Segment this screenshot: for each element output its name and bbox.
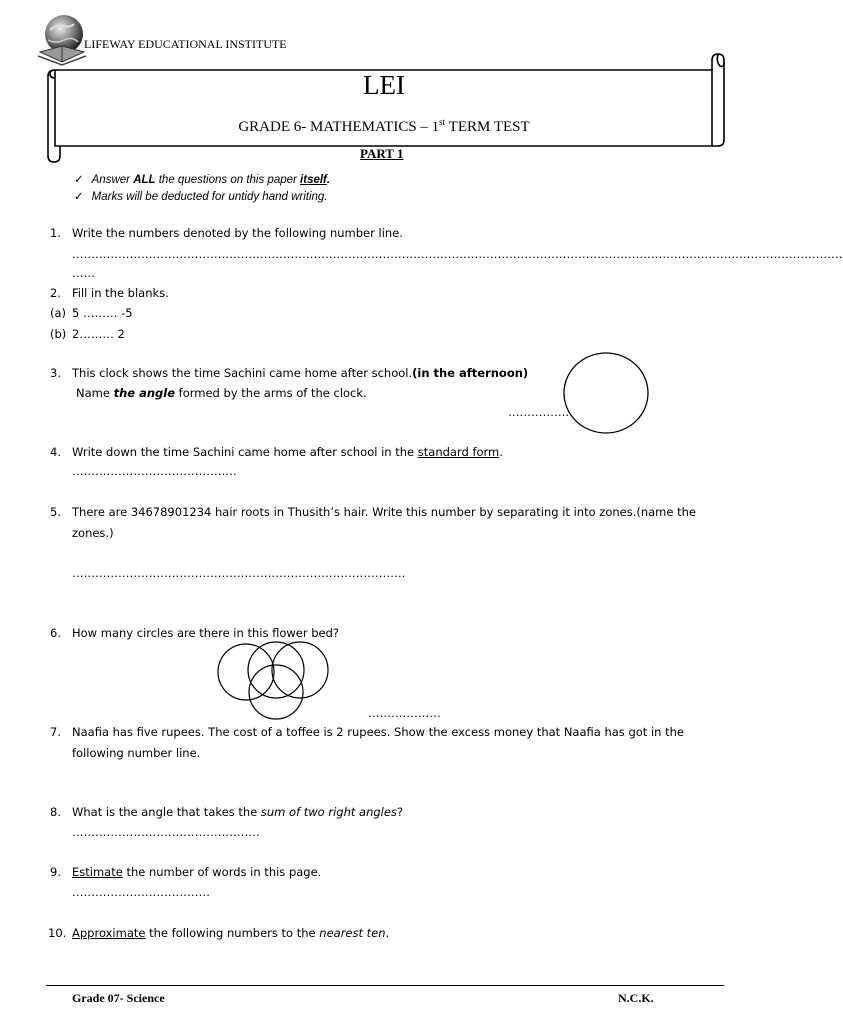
- instruction-1: [74, 172, 330, 186]
- q7-text-line1: Naafia has five rupees. The cost of a toffee is 2 rupees. Show the excess money that Naafia has got in the: [72, 725, 684, 739]
- q8-answer-dots[interactable]: ………………………………………….: [72, 825, 260, 839]
- q8-text-part: What is the angle that takes the: [72, 805, 261, 819]
- q1-answer-dots[interactable]: …………………………………………………………………………………………………………………………………………………………………………………: [72, 247, 843, 261]
- test-title: [0, 117, 768, 136]
- q7-number: 7.: [50, 725, 61, 739]
- instruction-emphasis: ALL: [133, 174, 156, 186]
- q4-text-part: Write down the time Sachini came home after school in the: [72, 445, 418, 459]
- check-icon: ✓: [74, 174, 84, 186]
- q3-text: formed by the arms of the clock.: [175, 386, 367, 400]
- test-title-sup: st: [439, 117, 446, 127]
- instruction-text: .: [326, 174, 331, 186]
- q8-text: [72, 804, 403, 820]
- q3-number: 3.: [50, 366, 61, 380]
- test-title-prefix: GRADE 6- MATHEMATICS – 1: [238, 119, 440, 135]
- q8-text-part: ?: [396, 805, 404, 819]
- q3-text: This clock shows the time Sachini came home after school.: [72, 366, 413, 380]
- q2b-text[interactable]: 2……… 2: [72, 327, 125, 341]
- q9-text-part: the number of words in this page.: [122, 865, 322, 879]
- q6-text: How many circles are there in this flower bed?: [72, 626, 340, 640]
- q4-text-part: .: [499, 445, 503, 459]
- q3-text-line2: [76, 385, 367, 401]
- flower-circle: [218, 644, 274, 700]
- q5-number: 5.: [50, 505, 61, 519]
- q8-number: 8.: [50, 805, 61, 819]
- q1-number: 1.: [50, 226, 61, 240]
- q7-text-line2: following number line.: [72, 746, 201, 760]
- q9-text: [72, 864, 321, 880]
- q2a-text[interactable]: 5 ……… -5: [72, 306, 133, 320]
- flower-circle: [272, 642, 328, 698]
- check-icon: ✓: [74, 191, 84, 203]
- flower-circle: [248, 642, 304, 698]
- q3-text-line1: [72, 365, 528, 381]
- q10-text-part: .: [385, 926, 390, 940]
- q4-emphasis: standard form: [417, 445, 500, 459]
- test-title-suffix: TERM TEST: [445, 119, 530, 135]
- part-heading: PART 1: [360, 146, 404, 161]
- footer-right: N.C.K.: [618, 991, 654, 1005]
- q2a-label: (a): [50, 306, 67, 320]
- q10-emphasis: nearest ten: [319, 926, 386, 940]
- q4-number: 4.: [50, 445, 61, 459]
- footer-rule: [46, 985, 724, 986]
- clock-circle: [560, 350, 652, 436]
- scroll-title: LEI: [363, 70, 405, 100]
- q6-answer-dots[interactable]: ……………….: [368, 706, 441, 720]
- q10-emphasis: Approximate: [72, 926, 146, 940]
- q2-number: 2.: [50, 286, 61, 300]
- q2b-label: (b): [50, 327, 67, 341]
- instruction-text: Marks will be deducted for untidy hand writing.: [91, 191, 328, 203]
- flower-bed-circles: [214, 640, 334, 722]
- q9-emphasis: Estimate: [72, 865, 123, 879]
- instruction-emphasis: itself: [300, 174, 327, 186]
- q4-answer-dots[interactable]: …………………………………….: [72, 464, 237, 478]
- q3-answer-dots[interactable]: …………….: [508, 405, 570, 419]
- q2-text: Fill in the blanks.: [72, 286, 169, 300]
- q5-text-line1: There are 34678901234 hair roots in Thusith’s hair. Write this number by separating it into zones.(name the: [72, 505, 696, 519]
- q4-text: [72, 444, 503, 460]
- q9-number: 9.: [50, 865, 61, 879]
- q10-text: [72, 925, 389, 941]
- q10-text-part: the following numbers to the: [145, 926, 320, 940]
- q1-answer-dots-2[interactable]: ……: [72, 266, 95, 280]
- instruction-text: Answer: [91, 174, 134, 186]
- flower-circle: [249, 665, 303, 719]
- q10-number: 10.: [48, 926, 67, 940]
- q5-answer-dots[interactable]: ……………………………………………………………………………: [72, 566, 406, 580]
- instruction-text: the questions on this paper: [155, 174, 301, 186]
- q3-text: Name: [76, 386, 114, 400]
- footer-left: Grade 07- Science: [72, 991, 165, 1005]
- instruction-2: [74, 189, 328, 203]
- institute-name: LIFEWAY EDUCATIONAL INSTITUTE: [84, 37, 287, 51]
- q9-answer-dots[interactable]: ………………………………: [72, 885, 210, 899]
- q6-number: 6.: [50, 626, 61, 640]
- q3-emphasis: the angle: [113, 386, 176, 400]
- q1-text: Write the numbers denoted by the following number line.: [72, 226, 403, 240]
- q3-emphasis: (in the afternoon): [412, 366, 529, 380]
- q5-text-line2: zones.): [72, 526, 114, 540]
- q8-emphasis: sum of two right angles: [260, 805, 397, 819]
